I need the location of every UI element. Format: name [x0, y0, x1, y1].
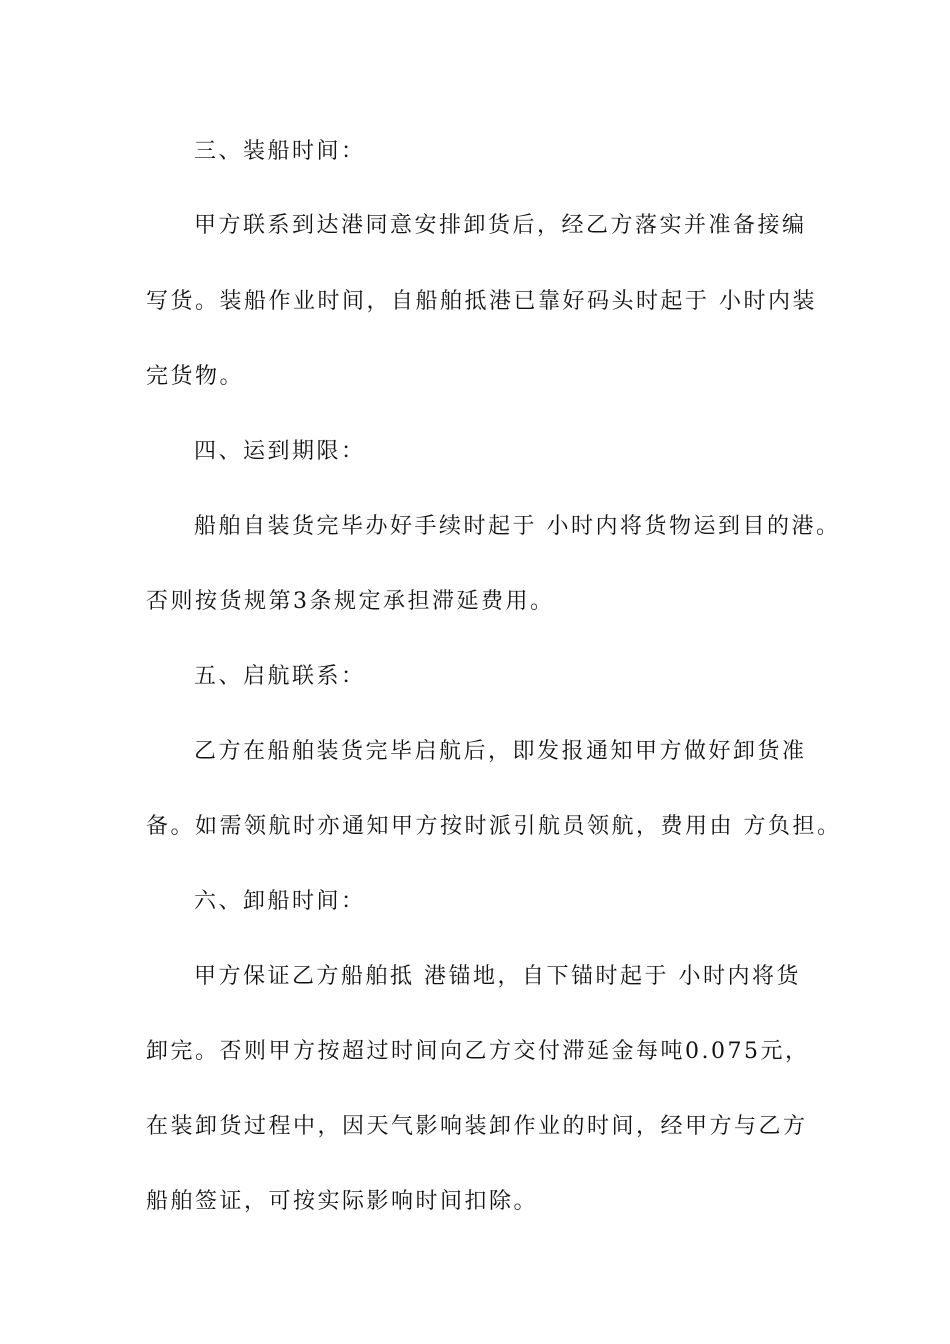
section-heading-delivery-deadline: 四、运到期限：: [194, 439, 366, 464]
paragraph-line: 甲方保证乙方船舶抵 港锚地，自下锚时起于 小时内将货: [194, 964, 801, 989]
section-heading-loading-time: 三、装船时间：: [194, 139, 366, 164]
section-heading-departure-contact: 五、启航联系：: [194, 664, 366, 689]
paragraph-line: 备。如需领航时亦通知甲方按时派引航员领航，费用由 方负担。: [146, 814, 842, 839]
paragraph-line: 船舶自装货完毕办好手续时起于 小时内将货物运到目的港。: [194, 514, 841, 539]
paragraph-line: 船舶签证，可按实际影响时间扣除。: [146, 1189, 539, 1214]
paragraph-line: 甲方联系到达港同意安排卸货后，经乙方落实并准备接编: [194, 213, 807, 238]
paragraph-line: 完货物。: [146, 364, 245, 389]
paragraph-line: 否则按货规第3条规定承担滞延费用。: [146, 589, 555, 614]
paragraph-line: 卸完。否则甲方按超过时间向乙方交付滞延金每吨0.075元，: [146, 1039, 810, 1064]
section-heading-unloading-time: 六、卸船时间：: [194, 889, 366, 914]
paragraph-line: 写货。装船作业时间，自船舶抵港已靠好码头时起于 小时内装: [146, 289, 817, 314]
paragraph-line: 在装卸货过程中，因天气影响装卸作业的时间，经甲方与乙方: [146, 1114, 808, 1139]
paragraph-line: 乙方在船舶装货完毕启航后，即发报通知甲方做好卸货准: [194, 739, 807, 764]
